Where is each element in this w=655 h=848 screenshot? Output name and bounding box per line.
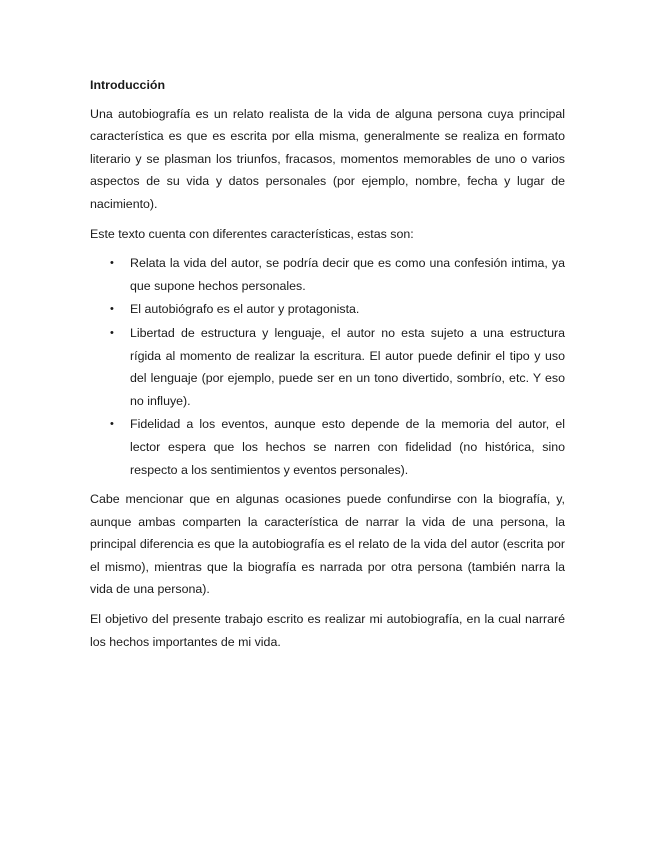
bullet-icon: • <box>110 418 114 431</box>
section-heading: Introducción <box>90 78 166 92</box>
list-item <box>90 298 565 321</box>
comparison-paragraph: Cabe mencionar que en algunas ocasiones puede confundirse con la biografía, y, aunque ambas comparten la característica de narrar la vida de una persona, la principal diferencia es que la autobiografía es el relato de la vida del autor (escrita por el mismo), mientras que la biografía es narrada por otra persona (también narra la vida de una persona). <box>90 492 565 597</box>
bullet-icon: • <box>110 326 114 339</box>
list-item-text: Relata la vida del autor, se podría decir que es como una confesión intima, ya que supone hechos personales. <box>130 256 565 293</box>
list-item <box>90 322 565 412</box>
characteristics-intro-paragraph: Este texto cuenta con diferentes características, estas son: <box>90 226 414 241</box>
objective-paragraph: El objetivo del presente trabajo escrito es realizar mi autobiografía, en la cual narraré los hechos importantes de mi vida. <box>90 612 565 649</box>
document-page <box>90 74 565 660</box>
list-item-text: El autobiógrafo es el autor y protagonista. <box>130 302 360 317</box>
list-item-text: Libertad de estructura y lenguaje, el autor no esta sujeto a una estructura rígida al momento de realizar la escritura. El autor puede definir el tipo y uso del lenguaje (por ejemplo, puede ser en un tono divertido, sombrío, etc. Y eso no influye). <box>130 325 565 408</box>
bullet-icon: • <box>110 257 114 270</box>
characteristics-list <box>90 252 565 481</box>
list-item-text: Fidelidad a los eventos, aunque esto depende de la memoria del autor, el lector espera que los hechos se narren con fidelidad (no histórica, sino respecto a los sentimientos y eventos personales). <box>130 417 565 477</box>
intro-paragraph: Una autobiografía es un relato realista de la vida de alguna persona cuya principal característica es que es escrita por ella misma, generalmente se realiza en formato literario y se plasman los triunfos, fracasos, momentos memorables de uno o varios aspectos de su vida y datos personales (por ejemplo, nombre, fecha y lugar de nacimiento). <box>90 106 565 211</box>
list-item <box>90 413 565 481</box>
bullet-icon: • <box>110 303 114 316</box>
list-item <box>90 252 565 297</box>
